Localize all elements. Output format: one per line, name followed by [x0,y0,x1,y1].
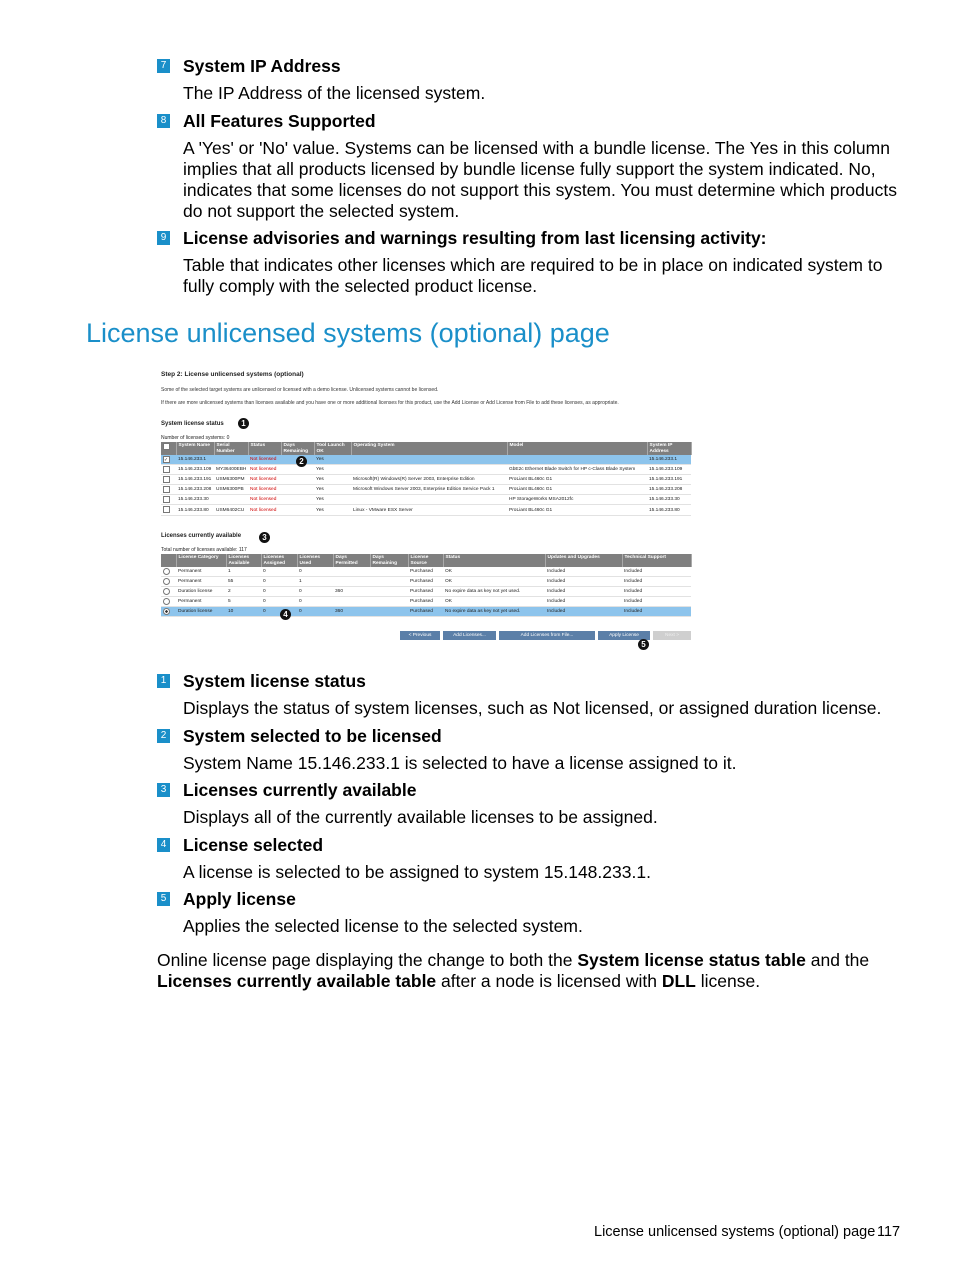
tool-launch: Yes [314,455,351,465]
status: Not licensed [248,465,281,475]
status: Not licensed [248,475,281,485]
system-ip: 15.146.233.191 [647,475,691,485]
item-description: Table that indicates other licenses which are required to be in place on indicated system to fully comply with the selected product license. [183,255,883,296]
tool-launch: Yes [314,485,351,495]
next-button[interactable]: Next > [653,631,691,640]
model [507,455,647,465]
col-header[interactable]: License Source [408,554,443,567]
tool-launch: Yes [314,505,351,515]
closing-text: license. [695,971,761,991]
table-row[interactable] [161,567,691,577]
updates-upgrades: Included [545,567,622,577]
technical-support: Included [622,567,691,577]
item-term: All Features Supported [183,111,376,131]
table-row[interactable] [161,587,691,597]
row-checkbox[interactable] [163,506,170,513]
license-page-screenshot [157,365,697,655]
item-term: System license status [183,671,366,691]
system-name: 15.146.233.109 [176,465,214,475]
model: GbE2c Ethernet Blade Switch for HP c-Class Blade System [507,465,647,475]
table-row[interactable] [161,465,691,475]
days-remaining [281,485,314,495]
item-term: System IP Address [183,56,341,76]
col-header[interactable]: Updates and Upgrades [545,554,622,567]
closing-text: Online license page displaying the change to both the [157,950,578,970]
licenses-available-table [161,554,692,617]
callout-5: 5 [638,639,649,650]
item-description: The IP Address of the licensed system. [183,83,486,103]
days-remaining [370,577,408,587]
row-checkbox[interactable] [163,476,170,483]
row-radio[interactable] [163,598,170,605]
license-category: Permanent [176,597,226,607]
status: Not licensed [248,505,281,515]
model: ProLiant BL460c G1 [507,475,647,485]
updates-upgrades: Included [545,587,622,597]
row-checkbox[interactable] [163,466,170,473]
callout-3: 3 [259,532,270,543]
system-license-status-table [161,442,692,516]
serial-number: USM6300PB [214,485,248,495]
tool-launch: Yes [314,495,351,505]
callout-badge: 8 [157,114,170,128]
operating-system [351,495,507,505]
system-ip: 15.146.233.80 [647,505,691,515]
callout-4: 4 [280,609,291,620]
licenses-used: 0 [297,597,333,607]
licenses-assigned: 0 [261,577,297,587]
table-header [161,554,691,567]
license-category: Duration license [176,587,226,597]
tool-launch: Yes [314,475,351,485]
callout-badge: 4 [157,838,170,852]
operating-system [351,455,507,465]
footer-title: License unlicensed systems (optional) page [594,1224,876,1240]
item-system-license-status [157,671,897,719]
status: Not licensed [248,485,281,495]
col-header [161,554,176,567]
col-header[interactable]: License Category [176,554,226,567]
license-source: Purchased [408,587,443,597]
item-all-features-supported [157,111,897,223]
screenshot-note: Some of the selected target systems are unlicensed or licensed with a demo license. Unlicensed systems cannot be licensed. [161,387,439,393]
table-row[interactable] [161,505,691,515]
model: HP StorageWorks MSA2012fc [507,495,647,505]
col-header[interactable]: Days Permitted [333,554,370,567]
licenses-assigned: 0 [261,597,297,607]
license-status: OK [443,567,545,577]
days-remaining [370,607,408,617]
license-category: Permanent [176,567,226,577]
days-remaining [370,597,408,607]
licenses-available: 5 [226,597,261,607]
licenses-available-heading: Licenses currently available [161,533,242,539]
select-all-checkbox[interactable] [161,442,176,455]
system-ip: 15.146.233.109 [647,465,691,475]
row-checkbox[interactable] [163,496,170,503]
serial-number: USM6300PM [214,475,248,485]
system-license-status-heading: System license status [161,421,224,427]
col-header[interactable]: Days Remaining [370,554,408,567]
item-term: License selected [183,835,324,855]
page-number: 117 [877,1224,901,1240]
serial-number [214,455,248,465]
previous-button[interactable]: < Previous [400,631,440,640]
callout-badge: 9 [157,231,170,245]
col-header[interactable]: Serial Number [214,442,248,455]
item-term: Apply license [183,889,296,909]
row-radio[interactable] [163,578,170,585]
days-permitted [333,597,370,607]
licensed-systems-count: Number of licensed systems: 0 [161,435,230,441]
updates-upgrades: Included [545,597,622,607]
days-remaining [281,475,314,485]
col-header[interactable]: Tool Launch OK [314,442,351,455]
closing-bold-text: System license status table [577,950,806,970]
model: ProLiant BL460c G1 [507,505,647,515]
item-description: A license is selected to be assigned to system 15.148.233.1. [183,862,651,882]
item-term: System selected to be licensed [183,726,442,746]
col-header[interactable]: Days Remaining [281,442,314,455]
item-term: Licenses currently available [183,780,417,800]
system-name: 15.146.233.1 [176,455,214,465]
license-source: Purchased [408,577,443,587]
add-licenses-button[interactable]: Add Licenses... [443,631,496,640]
item-description: System Name 15.146.233.1 is selected to have a license assigned to it. [183,753,737,773]
system-ip: 15.146.233.208 [647,485,691,495]
system-name: 15.146.233.208 [176,485,214,495]
table-row[interactable] [161,607,691,617]
row-radio[interactable] [163,588,170,595]
tool-launch: Yes [314,465,351,475]
item-system-selected [157,726,897,774]
item-description: Displays the status of system licenses, such as Not licensed, or assigned duration license. [183,698,882,718]
table-row[interactable] [161,577,691,587]
screenshot-title: Step 2: License unlicensed systems (optional) [161,371,304,378]
table-row[interactable] [161,597,691,607]
col-header[interactable]: Licenses Assigned [261,554,297,567]
operating-system: Microsoft(R) Windows(R) Server 2003, Enterprise Edition [351,475,507,485]
days-permitted: 360 [333,587,370,597]
days-remaining [370,587,408,597]
licenses-available-count: Total number of licenses available: 117 [161,547,247,553]
updates-upgrades: Included [545,607,622,617]
col-header[interactable]: Status [443,554,545,567]
technical-support: Included [622,577,691,587]
table-row[interactable] [161,495,691,505]
col-header[interactable]: Model [507,442,647,455]
license-source: Purchased [408,597,443,607]
license-category: Permanent [176,577,226,587]
callout-badge: 2 [157,729,170,743]
days-permitted [333,567,370,577]
closing-bold-text: Licenses currently available table [157,971,437,991]
item-apply-license [157,889,897,937]
item-license-advisories [157,228,897,298]
table-row[interactable] [161,475,691,485]
closing-paragraph [157,950,902,992]
callout-2: 2 [296,456,307,467]
serial-number: USM6402CU [214,505,248,515]
days-permitted: 360 [333,607,370,617]
section-heading: License unlicensed systems (optional) page [86,318,610,348]
days-remaining [281,495,314,505]
license-category: Duration license [176,607,226,617]
col-header[interactable]: System IP Address [647,442,691,455]
license-status: OK [443,577,545,587]
operating-system: Microsoft Windows Server 2003, Enterprise Edition Service Pack 1 [351,485,507,495]
serial-number: MY36400EBH [214,465,248,475]
callout-badge: 1 [157,674,170,688]
licenses-available: 10 [226,607,261,617]
add-licenses-from-file-button[interactable]: Add Licenses from File... [499,631,595,640]
technical-support: Included [622,587,691,597]
updates-upgrades: Included [545,577,622,587]
license-source: Purchased [408,567,443,577]
col-header[interactable]: System Name [176,442,214,455]
system-ip: 15.146.233.30 [647,495,691,505]
col-header[interactable]: Licenses Available [226,554,261,567]
license-status: No expire data as key not yet used. [443,607,545,617]
licenses-used: 0 [297,587,333,597]
callout-badge: 7 [157,59,170,73]
row-radio[interactable] [163,568,170,575]
system-name: 15.146.233.80 [176,505,214,515]
system-name: 15.146.233.30 [176,495,214,505]
item-licenses-currently-available [157,780,897,828]
license-source: Purchased [408,607,443,617]
licenses-available: 2 [226,587,261,597]
days-remaining [281,505,314,515]
screenshot-note: If there are more unlicensed systems than licenses available and you have one or more additional licenses for this product, use the Add License or Add License from File to add these licenses, as appropriate. [161,400,619,406]
operating-system: Linux - VMware ESX Server [351,505,507,515]
licenses-available: 1 [226,567,261,577]
licenses-assigned: 0 [261,567,297,577]
callout-badge: 5 [157,892,170,906]
item-description: Displays all of the currently available licenses to be assigned. [183,807,658,827]
days-remaining [370,567,408,577]
technical-support: Included [622,597,691,607]
status: Not licensed [248,455,281,465]
row-radio[interactable] [163,608,170,615]
closing-bold-text: DLL [661,971,696,991]
license-status: No expire data as key not yet used. [443,587,545,597]
col-header[interactable]: Licenses Used [297,554,333,567]
row-checkbox[interactable] [163,486,170,493]
model: ProLiant BL460c G1 [507,485,647,495]
licenses-used: 1 [297,577,333,587]
closing-text: after a node is licensed with [436,971,662,991]
item-system-ip-address [157,56,897,103]
technical-support: Included [622,607,691,617]
col-header[interactable]: Status [248,442,281,455]
system-name: 15.146.233.191 [176,475,214,485]
item-license-selected [157,835,897,883]
col-header[interactable]: Technical Support [622,554,691,567]
item-description: Applies the selected license to the selected system. [183,916,583,936]
system-ip: 15.146.233.1 [647,455,691,465]
table-row[interactable] [161,455,691,465]
callout-badge: 3 [157,783,170,797]
table-row[interactable] [161,485,691,495]
licenses-available: 55 [226,577,261,587]
operating-system [351,465,507,475]
serial-number [214,495,248,505]
table-header [161,442,691,455]
days-permitted [333,577,370,587]
apply-license-button[interactable]: Apply License [598,631,650,640]
licenses-assigned: 0 [261,607,297,617]
licenses-used: 0 [297,567,333,577]
license-status: OK [443,597,545,607]
item-description: A 'Yes' or 'No' value. Systems can be licensed with a bundle license. The Yes in this column implies that all products licensed by bundle license fully support the system indicated. No, indicates that some licenses do not support this system. You must determine which products do not support the selected system. [183,138,897,221]
item-term: License advisories and warnings resulting from last licensing activity: [183,228,767,248]
callout-1: 1 [238,418,249,429]
licenses-assigned: 0 [261,587,297,597]
closing-text: and the [805,950,870,970]
licenses-used: 0 [297,607,333,617]
col-header[interactable]: Operating System [351,442,507,455]
row-checkbox[interactable]: ✓ [164,457,169,463]
status: Not licensed [248,495,281,505]
